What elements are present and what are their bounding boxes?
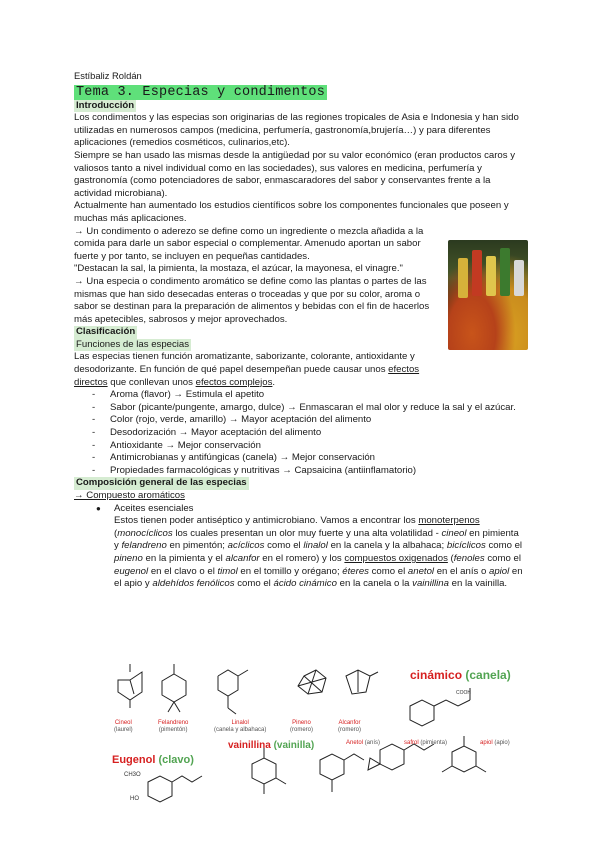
- paragraph: → Una especia o condimento aromático se define como las plantas o partes de las mismas que han sido desecadas enteras o troceadas y que por su color, aroma o sabor se destinan para la preparación de alimentos y bebidas con el fin de hacerlos más apetecibles, sabrosos y mejor aprovechados.: [74, 275, 430, 325]
- cineol-structure: [118, 664, 142, 708]
- paragraph: Actualmente han aumentado los estudios científicos sobre los componentes funcionales que poseen y muchas más aplicaciones.: [74, 200, 509, 224]
- paragraph: → Un condimento o aderezo se define como un ingrediente o mezcla añadida a la comida para darle un sabor especial o complementar. Amenudo aportan un sabor fuerte y por tanto, se incluyen en pequeñas cantidades.: [74, 225, 424, 262]
- list-item: - Propiedades farmacológicas y nutritivas → Capsaicina (antiinflamatorio): [92, 465, 526, 478]
- list-item: - Sabor (picante/pungente, amargo, dulce) → Enmascaran el mal olor y reduce la sal y el azúcar.: [92, 402, 526, 415]
- safrol-structure: [368, 744, 434, 770]
- subsection-heading-compuestos: → Compuesto aromáticos: [74, 490, 185, 501]
- pineno-structure: [298, 670, 326, 694]
- label-cooh: COOH: [456, 690, 471, 696]
- label-pineno: Pineno (romero): [290, 720, 314, 733]
- label-felandreno: Felandreno (pimentón): [158, 720, 189, 733]
- linalol-structure: [218, 670, 248, 714]
- felandreno-structure: [162, 664, 186, 712]
- label-cineol: Cineol (laurel): [114, 720, 133, 733]
- label-linalol: Linalol (canela y albahaca): [214, 720, 267, 733]
- section-heading-composicion: Composición general de las especias: [76, 477, 247, 489]
- label-safrol: safrol (pimienta): [404, 740, 448, 746]
- section-heading-clasificacion: Clasificación: [76, 326, 136, 338]
- label-vainillina: vainillina (vainilla): [228, 740, 315, 751]
- label-och3: CH3O: [124, 772, 141, 778]
- molecular-structures-diagram: [108, 662, 528, 837]
- label-cinamico: cinámico (canela): [410, 668, 511, 682]
- list-item: - Antimicrobianas y antifúngicas (canela) → Mejor conservación: [92, 452, 526, 465]
- list-item: - Color (rojo, verde, amarillo) → Mayor aceptación del alimento: [92, 414, 526, 427]
- label-ho: HO: [130, 796, 139, 802]
- vainillina-structure: [252, 748, 286, 794]
- list-item: - Aroma (flavor) → Estimula el apetito: [92, 389, 526, 402]
- list-item: - Antioxidante → Mejor conservación: [92, 440, 526, 453]
- spices-photo: [448, 240, 528, 350]
- label-anetol: Anetol (anís): [346, 740, 381, 746]
- paragraph-aceites: Estos tienen poder antiséptico y antimicrobiano. Vamos a encontrar los monoterpenos (monocíclicos los cuales presentan un olor muy fuerte y una alta volatilidad - cineol en pimienta y felandreno en pimentón; acíclicos como el linalol en la canela y la albahaca; bicíclicos como el pineno en la pimienta y el alcanfor en el romero) y los compuestos oxigenados (fenoles como el eugenol en el clavo o el timol en el tomillo y orégano; éteres como el anetol en el anís o apiol en el apio y aldehídos fenólicos como el ácido cinámico en la canela o la vainillina en la vainilla.: [114, 515, 523, 590]
- section-heading-intro: Introducción: [76, 99, 135, 111]
- eugenol-structure: [148, 776, 202, 802]
- quote: "Destacan la sal, la pimienta, la mostaza, el azúcar, la mayonesa, el vinagre.": [74, 263, 403, 275]
- label-alcanfor: Alcanfor (romero): [338, 720, 362, 733]
- subsection-heading-funciones: Funciones de las especias: [76, 338, 190, 350]
- label-eugenol: Eugenol (clavo): [112, 754, 194, 766]
- alcanfor-structure: [346, 670, 378, 694]
- paragraph: Siempre se han usado las mismas desde la antigüedad por su valor económico (eran productos caros y valiosos tanto a nivel individual como en las sociedades), sus valores en medicina, perfumería y gastronomía (como potenciadores de sabor, enmascaradores del sabor y conservantes frente a la actividad microbiana).: [74, 149, 516, 199]
- page-title: Tema 3. Especias y condimentos: [76, 84, 326, 100]
- paragraph: Las especias tienen función aromatizante, saborizante, colorante, antioxidante y desodorizante. En función de qué papel desempeñan puede causar unos efectos directos que conllevan unos efectos complejos.: [74, 351, 420, 388]
- label-apiol: apiol (apio): [480, 740, 510, 746]
- anetol-structure: [320, 754, 364, 792]
- funciones-list: [74, 389, 526, 477]
- list-item: - Desodorización → Mayor aceptación del alimento: [92, 427, 526, 440]
- paragraph: Los condimentos y las especias son originarias de las regiones tropicales de Asia e Indonesia y han sido utilizadas en numerosos campos (medicina, perfumería, gastronomía,brujería…) y para diferentes aplicaciones (remedios cosméticos, culinarios,etc).: [74, 112, 519, 149]
- bullet-item-aceites: ● Aceites esenciales: [74, 503, 526, 516]
- author-name: Estíbaliz Roldán: [74, 70, 142, 81]
